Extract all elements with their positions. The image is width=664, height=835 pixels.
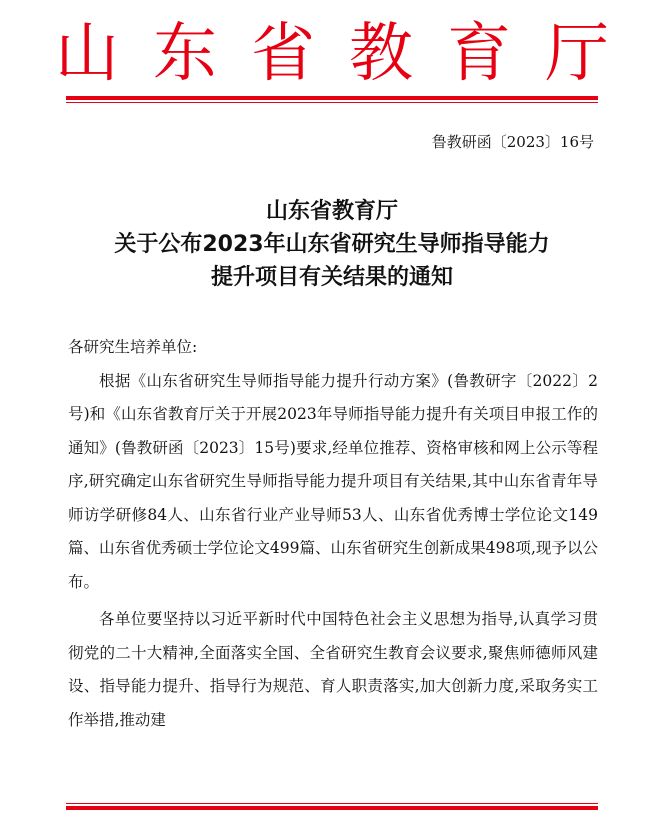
document-number: 鲁教研函〔2023〕16号 (431, 133, 594, 151)
footer-rule-thin (66, 803, 598, 804)
letterhead-rule-thin (66, 102, 598, 103)
title-line-1: 山东省教育厅 (265, 199, 398, 224)
paragraph-1: 根据《山东省研究生导师指导能力提升行动方案》(鲁教研字〔2022〕2号)和《山东省教育厅关于开展2023年导师指导能力提升有关项目申报工作的通知》(鲁教研函〔2023〕15号)要求,经单位推荐、资格审核和网上公示等程序,研究确定山东省研究生导师指导能力提升项目有关结果,其中山东省青年导师访学研修84人、山东省行业产业导师53人、山东省优秀博士学位论文149篇、山东省优秀硕士学位论文499篇、山东省研究生创新成果498项,现予以公布。 (68, 371, 598, 591)
title-line-3: 提升项目有关结果的通知 (210, 265, 453, 290)
document-body (68, 331, 598, 737)
salutation: 各研究生培养单位: (68, 338, 198, 356)
letterhead-title: 山东省教育厅 (55, 17, 643, 91)
letterhead-rule-thick (66, 96, 598, 100)
paragraph-2: 各单位要坚持以习近平新时代中国特色社会主义思想为指导,认真学习贯彻党的二十大精神,全面落实全国、全省研究生教育会议要求,聚焦师德师风建设、指导能力提升、指导行为规范、育人职责落实,加大创新力度,采取务实工作举措,推动建 (68, 610, 598, 729)
title-line-2: 关于公布2023年山东省研究生导师指导能力 (114, 232, 550, 257)
footer-rule-thick (66, 806, 598, 810)
